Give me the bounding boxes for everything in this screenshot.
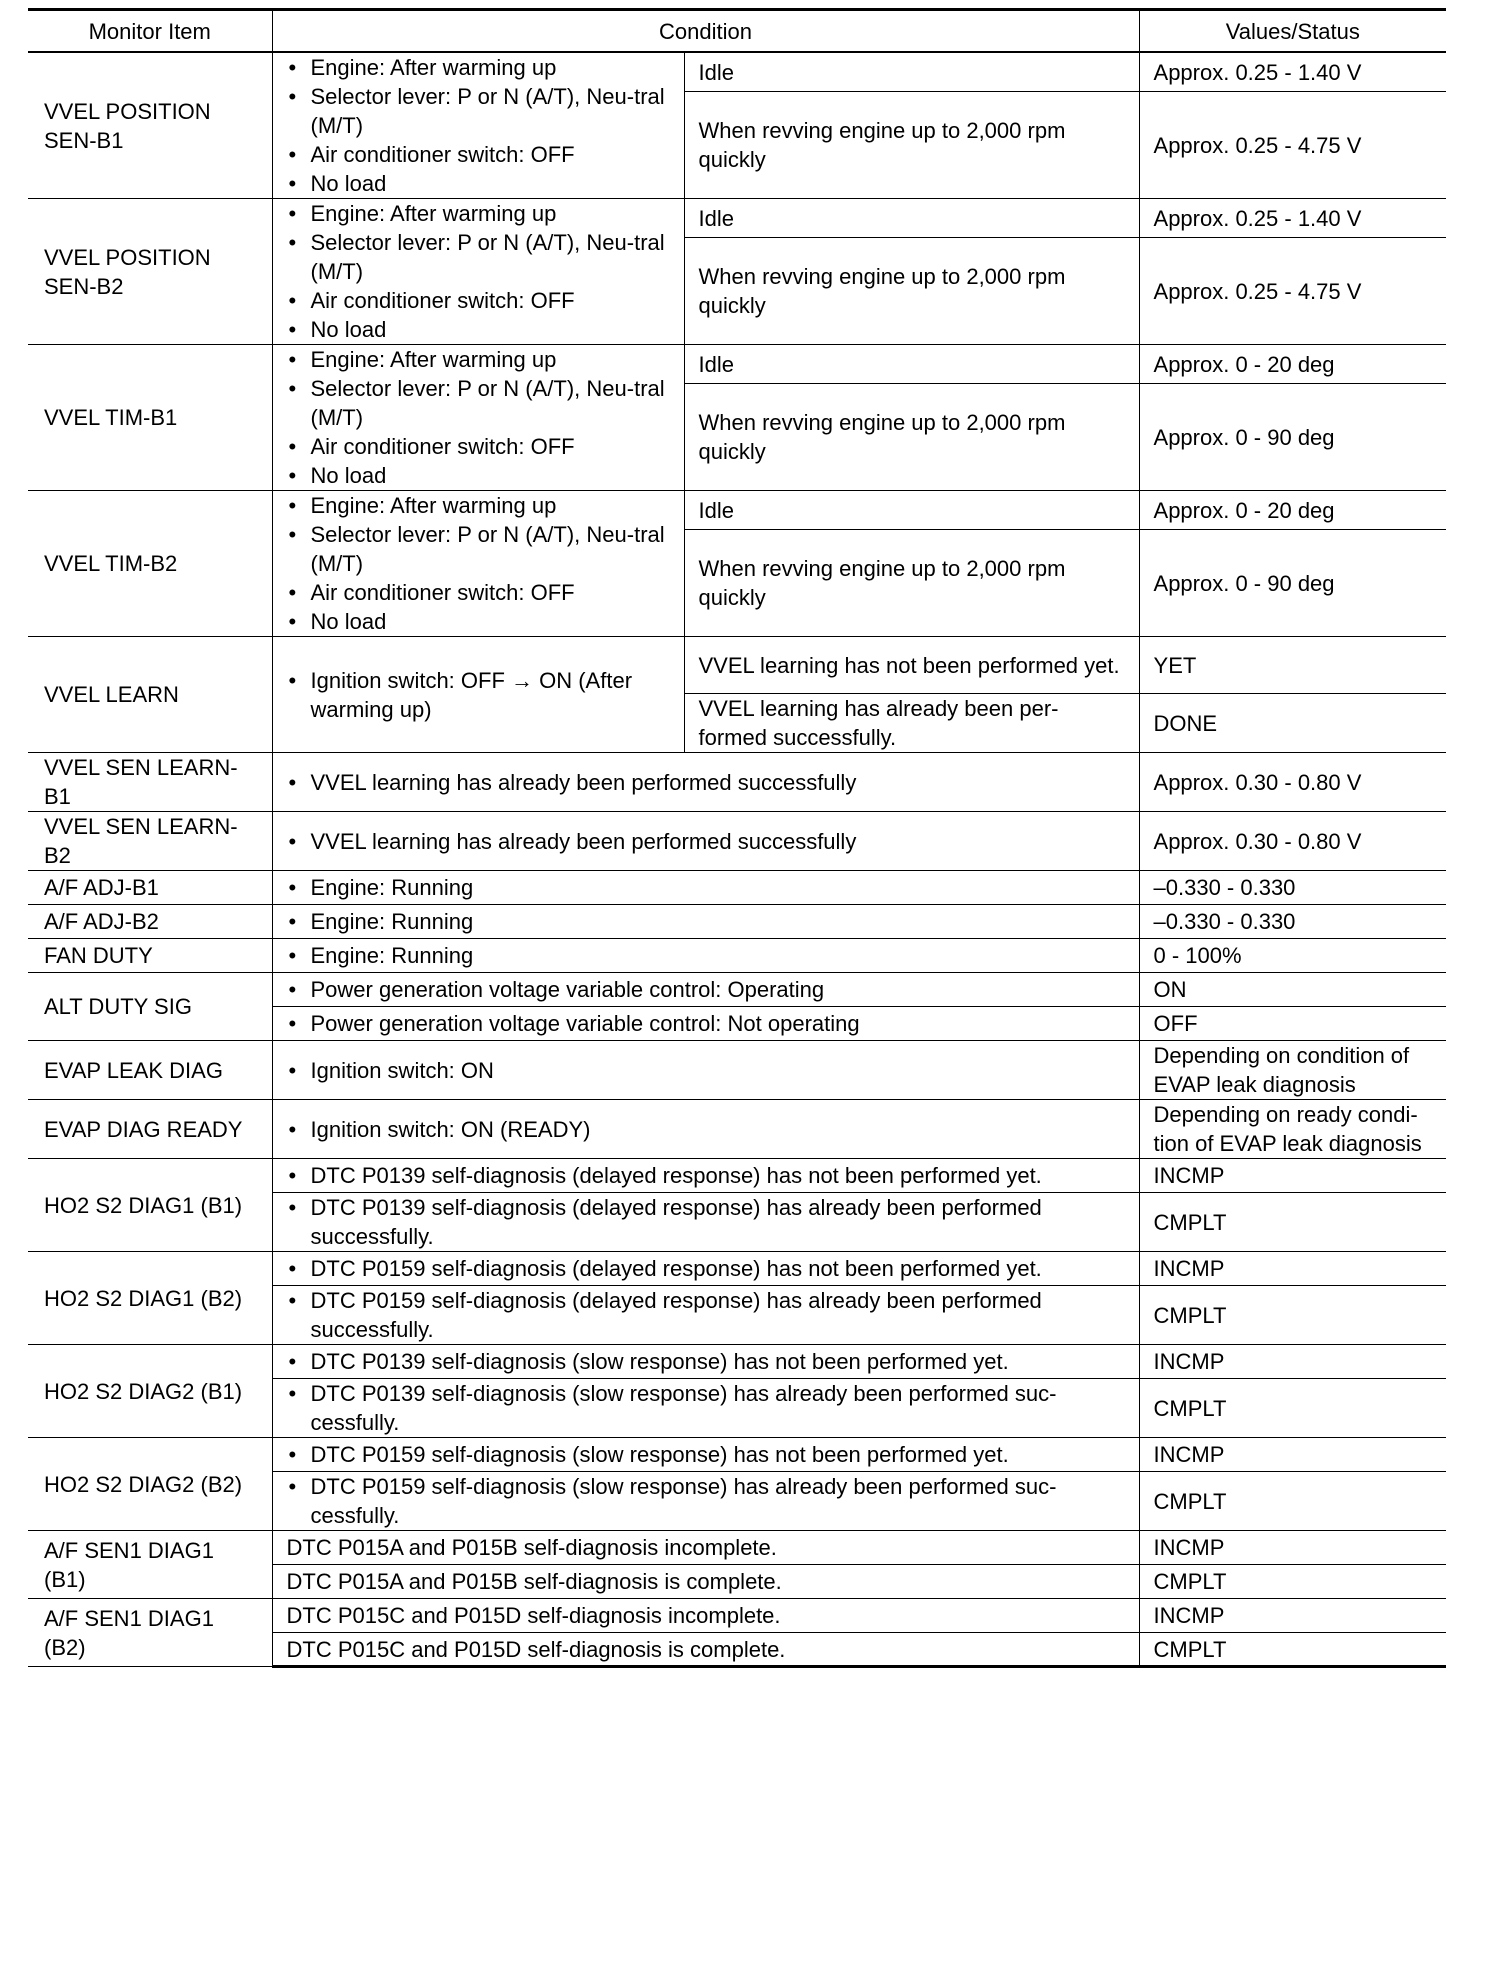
bullet-list: [287, 1115, 1125, 1144]
condition-cell: [272, 905, 1139, 939]
bullet-list: [287, 827, 1125, 856]
sub-condition: VVEL learning has already been per-formed successfully.: [684, 694, 1139, 753]
sub-condition: Idle: [684, 52, 1139, 92]
sub-condition: When revving engine up to 2,000 rpm quickly: [684, 238, 1139, 345]
condition-cell: [272, 1100, 1139, 1159]
bullet-list: [287, 1440, 1125, 1469]
condition-bullet: • Air conditioner switch: OFF: [311, 578, 670, 607]
bullet-list: [287, 975, 1125, 1004]
condition-cell: [272, 491, 684, 637]
condition-bullet: • DTC P0159 self-diagnosis (slow response) has not been performed yet.: [311, 1440, 1125, 1469]
condition-bullet: • DTC P0159 self-diagnosis (delayed response) has already been performed successfully.: [311, 1286, 1125, 1344]
condition-bullet: • Ignition switch: ON (READY): [311, 1115, 1125, 1144]
table-row: [28, 871, 1446, 905]
condition-bullet: • Air conditioner switch: OFF: [311, 140, 670, 169]
table-row: [28, 1100, 1446, 1159]
table-row: [28, 637, 1446, 694]
monitor-item: VVEL TIM-B2: [28, 491, 272, 637]
condition-cell: [272, 871, 1139, 905]
bullet-list: [287, 907, 1125, 936]
table-row: [28, 812, 1446, 871]
condition-cell: [272, 1159, 1139, 1193]
condition-bullet: • Ignition switch: OFF → ON (After warming up): [311, 666, 670, 724]
condition-bullet: • No load: [311, 169, 670, 198]
condition-cell: [272, 1438, 1139, 1472]
value-cell: INCMP: [1139, 1345, 1446, 1379]
condition-cell: [272, 52, 684, 199]
condition-cell: [272, 939, 1139, 973]
condition-cell: [272, 199, 684, 345]
value-cell: –0.330 - 0.330: [1139, 871, 1446, 905]
value-cell: Approx. 0.25 - 1.40 V: [1139, 199, 1446, 238]
monitor-item: A/F SEN1 DIAG1 (B2): [28, 1599, 272, 1667]
value-cell: Approx. 0.25 - 1.40 V: [1139, 52, 1446, 92]
sub-condition: Idle: [684, 345, 1139, 384]
value-cell: Approx. 0.30 - 0.80 V: [1139, 812, 1446, 871]
header-row: [28, 10, 1446, 53]
condition-bullet: • VVEL learning has already been performed successfully: [311, 768, 1125, 797]
value-cell: Approx. 0.25 - 4.75 V: [1139, 92, 1446, 199]
bullet-list: [287, 1009, 1125, 1038]
bullet-list: [287, 1286, 1125, 1344]
condition-cell: [272, 973, 1139, 1007]
value-cell: –0.330 - 0.330: [1139, 905, 1446, 939]
bullet-list: [287, 941, 1125, 970]
table-row: [28, 52, 1446, 92]
condition-cell: [272, 1345, 1139, 1379]
header-monitor-item: Monitor Item: [28, 10, 272, 53]
table-row: [28, 1159, 1446, 1193]
condition-bullet: • Power generation voltage variable control: Not operating: [311, 1009, 1125, 1038]
condition-bullet: • Engine: Running: [311, 907, 1125, 936]
condition-bullet: • VVEL learning has already been performed successfully: [311, 827, 1125, 856]
value-cell: ON: [1139, 973, 1446, 1007]
condition-bullet: • DTC P0139 self-diagnosis (slow response) has already been performed suc-cessfully.: [311, 1379, 1125, 1437]
value-cell: Approx. 0.30 - 0.80 V: [1139, 753, 1446, 812]
condition-cell: [272, 1472, 1139, 1531]
value-cell: Approx. 0 - 90 deg: [1139, 384, 1446, 491]
sub-condition: When revving engine up to 2,000 rpm quickly: [684, 384, 1139, 491]
bullet-list: [287, 1254, 1125, 1283]
bullet-list: [287, 1056, 1125, 1085]
sub-condition: Idle: [684, 199, 1139, 238]
condition-bullet: • DTC P0159 self-diagnosis (slow response) has already been performed suc-cessfully.: [311, 1472, 1125, 1530]
monitor-item: A/F ADJ-B1: [28, 871, 272, 905]
monitor-item: VVEL LEARN: [28, 637, 272, 753]
condition-bullet: • Air conditioner switch: OFF: [311, 432, 670, 461]
header-values-status: Values/Status: [1139, 10, 1446, 53]
condition-bullet: • Engine: After warming up: [311, 199, 670, 228]
value-cell: Approx. 0 - 20 deg: [1139, 345, 1446, 384]
sub-condition: VVEL learning has not been performed yet.: [684, 637, 1139, 694]
value-cell: YET: [1139, 637, 1446, 694]
bullet-list: [287, 1472, 1125, 1530]
value-cell: Approx. 0 - 90 deg: [1139, 530, 1446, 637]
condition-bullet: • Ignition switch: ON: [311, 1056, 1125, 1085]
value-cell: Approx. 0 - 20 deg: [1139, 491, 1446, 530]
condition-cell: DTC P015A and P015B self-diagnosis incomplete.: [272, 1531, 1139, 1565]
condition-cell: [272, 1007, 1139, 1041]
condition-bullet: • Air conditioner switch: OFF: [311, 286, 670, 315]
monitor-item: VVEL POSITION SEN-B1: [28, 52, 272, 199]
monitor-item: ALT DUTY SIG: [28, 973, 272, 1041]
value-cell: INCMP: [1139, 1252, 1446, 1286]
table-row: [28, 1438, 1446, 1472]
bullet-list: [287, 768, 1125, 797]
bullet-list: [287, 199, 670, 344]
condition-bullet: • DTC P0159 self-diagnosis (delayed response) has not been performed yet.: [311, 1254, 1125, 1283]
condition-cell: [272, 345, 684, 491]
table-row: [28, 939, 1446, 973]
bullet-list: [287, 345, 670, 490]
bullet-list: [287, 666, 670, 724]
table-row: [28, 491, 1446, 530]
monitor-item: HO2 S2 DIAG2 (B1): [28, 1345, 272, 1438]
table-row: [28, 345, 1446, 384]
table-row: [28, 1599, 1446, 1633]
monitor-item: A/F ADJ-B2: [28, 905, 272, 939]
monitor-item: HO2 S2 DIAG2 (B2): [28, 1438, 272, 1531]
condition-cell: [272, 1379, 1139, 1438]
table-row: [28, 905, 1446, 939]
condition-bullet: • DTC P0139 self-diagnosis (delayed response) has not been performed yet.: [311, 1161, 1125, 1190]
table-row: [28, 1252, 1446, 1286]
condition-bullet: • Engine: Running: [311, 873, 1125, 902]
condition-cell: [272, 1252, 1139, 1286]
bullet-list: [287, 53, 670, 198]
value-cell: 0 - 100%: [1139, 939, 1446, 973]
table-row: [28, 1041, 1446, 1100]
value-cell: CMPLT: [1139, 1565, 1446, 1599]
condition-cell: [272, 1041, 1139, 1100]
sub-condition: When revving engine up to 2,000 rpm quickly: [684, 92, 1139, 199]
value-cell: CMPLT: [1139, 1286, 1446, 1345]
condition-bullet: • Engine: After warming up: [311, 53, 670, 82]
monitor-table: [28, 8, 1446, 1668]
bullet-list: [287, 1161, 1125, 1190]
condition-bullet: • No load: [311, 607, 670, 636]
condition-cell: DTC P015A and P015B self-diagnosis is complete.: [272, 1565, 1139, 1599]
value-cell: CMPLT: [1139, 1193, 1446, 1252]
value-cell: INCMP: [1139, 1599, 1446, 1633]
monitor-item: A/F SEN1 DIAG1 (B1): [28, 1531, 272, 1599]
value-cell: DONE: [1139, 694, 1446, 753]
condition-cell: [272, 753, 1139, 812]
value-cell: CMPLT: [1139, 1379, 1446, 1438]
value-cell: Depending on condition of EVAP leak diagnosis: [1139, 1041, 1446, 1100]
monitor-item: FAN DUTY: [28, 939, 272, 973]
condition-cell: [272, 1286, 1139, 1345]
bullet-list: [287, 1379, 1125, 1437]
table-row: [28, 753, 1446, 812]
bullet-list: [287, 1193, 1125, 1251]
bullet-list: [287, 491, 670, 636]
condition-bullet: • Engine: After warming up: [311, 491, 670, 520]
header-condition: Condition: [272, 10, 1139, 53]
monitor-item: HO2 S2 DIAG1 (B1): [28, 1159, 272, 1252]
condition-bullet: • No load: [311, 315, 670, 344]
condition-bullet: • DTC P0139 self-diagnosis (slow response) has not been performed yet.: [311, 1347, 1125, 1376]
condition-bullet: • Engine: Running: [311, 941, 1125, 970]
monitor-item: VVEL SEN LEARN-B2: [28, 812, 272, 871]
condition-cell: DTC P015C and P015D self-diagnosis is complete.: [272, 1633, 1139, 1667]
bullet-list: [287, 1347, 1125, 1376]
condition-bullet: • Engine: After warming up: [311, 345, 670, 374]
value-cell: INCMP: [1139, 1531, 1446, 1565]
condition-cell: [272, 812, 1139, 871]
value-cell: CMPLT: [1139, 1633, 1446, 1667]
table-row: [28, 1531, 1446, 1565]
condition-bullet: • Selector lever: P or N (A/T), Neu-tral (M/T): [311, 520, 670, 578]
condition-bullet: • Selector lever: P or N (A/T), Neu-tral (M/T): [311, 228, 670, 286]
value-cell: CMPLT: [1139, 1472, 1446, 1531]
condition-bullet: • No load: [311, 461, 670, 490]
sub-condition: When revving engine up to 2,000 rpm quickly: [684, 530, 1139, 637]
monitor-item: VVEL POSITION SEN-B2: [28, 199, 272, 345]
condition-bullet: • Selector lever: P or N (A/T), Neu-tral (M/T): [311, 374, 670, 432]
monitor-item: EVAP LEAK DIAG: [28, 1041, 272, 1100]
table-row: [28, 1345, 1446, 1379]
value-cell: OFF: [1139, 1007, 1446, 1041]
condition-cell: DTC P015C and P015D self-diagnosis incomplete.: [272, 1599, 1139, 1633]
sub-condition: Idle: [684, 491, 1139, 530]
table-body: [28, 52, 1446, 1667]
condition-cell: [272, 1193, 1139, 1252]
monitor-item: EVAP DIAG READY: [28, 1100, 272, 1159]
value-cell: Approx. 0.25 - 4.75 V: [1139, 238, 1446, 345]
bullet-list: [287, 873, 1125, 902]
monitor-item: VVEL SEN LEARN-B1: [28, 753, 272, 812]
table-row: [28, 199, 1446, 238]
value-cell: Depending on ready condi-tion of EVAP leak diagnosis: [1139, 1100, 1446, 1159]
value-cell: INCMP: [1139, 1438, 1446, 1472]
condition-bullet: • Power generation voltage variable control: Operating: [311, 975, 1125, 1004]
value-cell: INCMP: [1139, 1159, 1446, 1193]
condition-bullet: • Selector lever: P or N (A/T), Neu-tral (M/T): [311, 82, 670, 140]
monitor-item: HO2 S2 DIAG1 (B2): [28, 1252, 272, 1345]
condition-bullet: • DTC P0139 self-diagnosis (delayed response) has already been performed successfully.: [311, 1193, 1125, 1251]
monitor-item: VVEL TIM-B1: [28, 345, 272, 491]
table-row: [28, 973, 1446, 1007]
condition-cell: [272, 637, 684, 753]
